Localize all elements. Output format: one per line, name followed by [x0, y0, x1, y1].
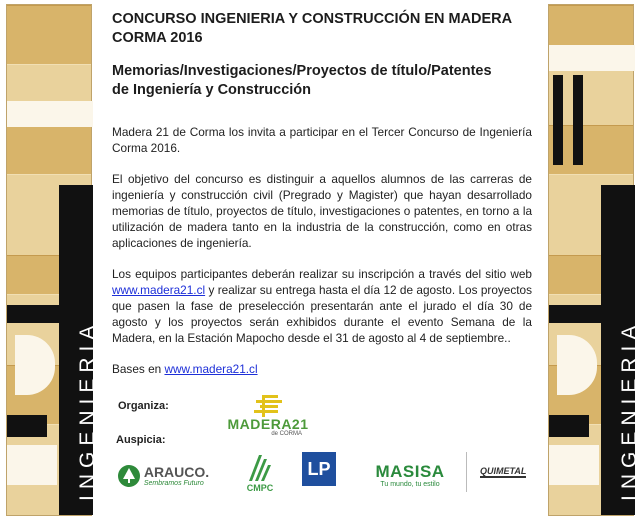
tree-icon	[117, 464, 141, 488]
page-title: CONCURSO INGENIERIA Y CONSTRUCCIÓN EN MADERA CORMA 2016	[112, 11, 513, 46]
masisa-logo: MASISA Tu mundo, tu estilo	[375, 461, 445, 488]
auspicia-label: Auspicia:	[116, 434, 166, 446]
objective-paragraph: El objetivo del concurso es distinguir a aquellos alumnos de las carreras de ingeniería y construcción civil (Pregrado y Magister) que hayan desarrollado memorias de título, proyectos de título, investigaciones o patentes, en torno a la utilización de madera tanto en la industria de la construcción, como en otras aplicaciones de ingeniería.	[112, 172, 532, 250]
bases-paragraph: Bases en www.madera21.cl	[112, 362, 258, 376]
right-band	[601, 185, 641, 515]
cmpc-logo: CMPC	[240, 448, 280, 498]
quimetal-logo: QUIMETAL	[480, 466, 527, 476]
madera21-link[interactable]: www.madera21.cl	[112, 283, 206, 297]
lp-logo: LP	[302, 452, 336, 486]
sponsors-section	[110, 392, 550, 502]
participation-paragraph: Los equipos participantes deberán realizar su inscripción a través del sitio web www.madera21.cl y realizar su entrega hasta el día 12 de agosto. Los proyectos que pasen la fase de preselección presentarán ante el jurado el día 30 de agosto y los proyectos serán exhibidos durante el evento Semana de la Madera, en la Estación Mapocho desde el 31 de agosto al 4 de septiembre..	[112, 267, 532, 345]
bases-link[interactable]: www.madera21.cl	[164, 362, 258, 376]
right-banner	[548, 4, 641, 516]
arauco-logo: ARAUCO. Sembramos Futuro	[112, 458, 214, 494]
left-band	[59, 185, 99, 515]
intro-paragraph: Madera 21 de Corma los invita a participar en el Tercer Concurso de Ingeniería Corma 2016.	[112, 125, 532, 155]
sponsor-divider	[466, 452, 467, 492]
ingenieria-vertical-text: INGENIERIA	[618, 319, 641, 501]
ingenieria-vertical-text: INGENIERIA	[76, 319, 99, 501]
madera21-mark-icon	[248, 395, 288, 417]
left-banner	[6, 4, 99, 516]
page-subtitle: Memorias/Investigaciones/Proyectos de título/Patentes de Ingeniería y Construcción	[112, 63, 492, 98]
announcement-content	[112, 10, 532, 377]
organiza-label: Organiza:	[118, 400, 169, 412]
cmpc-stripes-icon	[245, 453, 275, 483]
madera21-logo: MADERA21 de CORMA	[226, 392, 310, 440]
